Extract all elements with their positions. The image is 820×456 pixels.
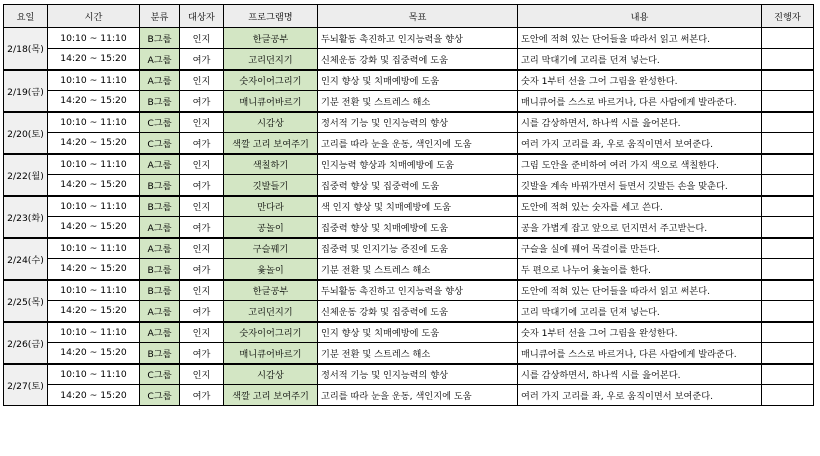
session-target: 인지	[180, 154, 224, 175]
session-program: 숫자이어그리기	[224, 70, 318, 91]
session-target: 여가	[180, 301, 224, 322]
session-group: B그룹	[140, 175, 180, 196]
table-row	[4, 343, 814, 364]
header-day: 요일	[4, 5, 48, 28]
session-time: 10:10 ~ 11:10	[48, 112, 140, 133]
session-program: 만다라	[224, 196, 318, 217]
session-goal: 기분 전환 및 스트레스 해소	[318, 343, 518, 364]
session-leader	[762, 133, 814, 154]
session-group: A그룹	[140, 49, 180, 70]
session-group: B그룹	[140, 196, 180, 217]
day-cell: 2/24(수)	[4, 238, 48, 280]
session-goal: 인지 향상 및 치매예방에 도움	[318, 322, 518, 343]
session-program: 매니큐어바르기	[224, 91, 318, 112]
session-leader	[762, 301, 814, 322]
session-leader	[762, 154, 814, 175]
table-row	[4, 133, 814, 154]
session-program: 색칠하기	[224, 154, 318, 175]
session-goal: 고리를 따라 눈을 운동, 색인지에 도움	[318, 133, 518, 154]
session-goal: 고리를 따라 눈을 운동, 색인지에 도움	[318, 385, 518, 406]
session-group: C그룹	[140, 133, 180, 154]
session-leader	[762, 364, 814, 385]
session-leader	[762, 175, 814, 196]
session-time: 10:10 ~ 11:10	[48, 154, 140, 175]
session-leader	[762, 112, 814, 133]
table-row	[4, 301, 814, 322]
session-program: 숫자이어그리기	[224, 322, 318, 343]
session-target: 여가	[180, 91, 224, 112]
header-group: 분류	[140, 5, 180, 28]
session-group: A그룹	[140, 154, 180, 175]
session-goal: 인지 향상 및 치매예방에 도움	[318, 70, 518, 91]
table-row	[4, 70, 814, 91]
session-time: 10:10 ~ 11:10	[48, 322, 140, 343]
session-content: 매니큐어를 스스로 바르거나, 다른 사람에게 발라준다.	[518, 91, 762, 112]
session-target: 인지	[180, 364, 224, 385]
session-group: A그룹	[140, 301, 180, 322]
session-goal: 집중력 및 인지기능 증진에 도움	[318, 238, 518, 259]
session-content: 매니큐어를 스스로 바르거나, 다른 사람에게 발라준다.	[518, 343, 762, 364]
table-row	[4, 217, 814, 238]
session-group: A그룹	[140, 322, 180, 343]
session-time: 14:20 ~ 15:20	[48, 91, 140, 112]
table-row	[4, 322, 814, 343]
session-goal: 색 인지 향상 및 치매예방에 도움	[318, 196, 518, 217]
table-row	[4, 280, 814, 301]
header-program: 프로그램명	[224, 5, 318, 28]
session-content: 숫자 1부터 선을 그어 그림을 완성한다.	[518, 322, 762, 343]
table-row	[4, 112, 814, 133]
session-group: C그룹	[140, 112, 180, 133]
session-program: 고리던지기	[224, 49, 318, 70]
session-time: 10:10 ~ 11:10	[48, 28, 140, 49]
session-content: 여러 가지 고리를 좌, 우로 움직이면서 보여준다.	[518, 385, 762, 406]
table-row	[4, 259, 814, 280]
session-program: 깃발들기	[224, 175, 318, 196]
session-leader	[762, 238, 814, 259]
session-program: 시감상	[224, 112, 318, 133]
session-target: 인지	[180, 112, 224, 133]
session-group: A그룹	[140, 217, 180, 238]
session-time: 10:10 ~ 11:10	[48, 70, 140, 91]
session-program: 색깔 고리 보여주기	[224, 133, 318, 154]
session-group: B그룹	[140, 343, 180, 364]
header-leader: 진행자	[762, 5, 814, 28]
session-target: 여가	[180, 385, 224, 406]
session-target: 여가	[180, 175, 224, 196]
session-program: 구슬꿰기	[224, 238, 318, 259]
session-content: 고리 막대기에 고리를 던져 넣는다.	[518, 301, 762, 322]
day-cell: 2/20(토)	[4, 112, 48, 154]
session-goal: 기분 전환 및 스트레스 해소	[318, 91, 518, 112]
session-target: 여가	[180, 259, 224, 280]
session-time: 10:10 ~ 11:10	[48, 280, 140, 301]
session-goal: 인지능력 향상과 치매예방에 도움	[318, 154, 518, 175]
session-leader	[762, 322, 814, 343]
session-content: 시를 감상하면서, 하나씩 시를 읊어본다.	[518, 364, 762, 385]
session-target: 인지	[180, 196, 224, 217]
session-time: 10:10 ~ 11:10	[48, 364, 140, 385]
header-time: 시간	[48, 5, 140, 28]
session-content: 공을 가볍게 잡고 앞으로 던지면서 주고받는다.	[518, 217, 762, 238]
session-target: 인지	[180, 28, 224, 49]
session-content: 시를 감상하면서, 하나씩 시를 읊어본다.	[518, 112, 762, 133]
session-content: 그림 도안을 준비하여 여러 가지 색으로 색칠한다.	[518, 154, 762, 175]
session-content: 두 편으로 나누어 윷놀이를 한다.	[518, 259, 762, 280]
session-program: 공놀이	[224, 217, 318, 238]
session-target: 인지	[180, 238, 224, 259]
session-time: 14:20 ~ 15:20	[48, 385, 140, 406]
session-target: 인지	[180, 70, 224, 91]
table-row	[4, 385, 814, 406]
session-leader	[762, 259, 814, 280]
session-goal: 신체운동 강화 및 집중력에 도움	[318, 301, 518, 322]
session-program: 고리던지기	[224, 301, 318, 322]
day-cell: 2/27(토)	[4, 364, 48, 406]
session-program: 시감상	[224, 364, 318, 385]
day-cell: 2/25(목)	[4, 280, 48, 322]
session-time: 10:10 ~ 11:10	[48, 238, 140, 259]
session-goal: 신체운동 강화 및 집중력에 도움	[318, 49, 518, 70]
session-goal: 두뇌활동 촉진하고 인지능력을 향상	[318, 28, 518, 49]
day-cell: 2/18(목)	[4, 28, 48, 70]
session-content: 고리 막대기에 고리를 던져 넣는다.	[518, 49, 762, 70]
session-time: 14:20 ~ 15:20	[48, 175, 140, 196]
table-row	[4, 154, 814, 175]
session-target: 여가	[180, 343, 224, 364]
session-program: 한글공부	[224, 28, 318, 49]
header-goal: 목표	[318, 5, 518, 28]
session-time: 14:20 ~ 15:20	[48, 217, 140, 238]
session-content: 숫자 1부터 선을 그어 그림을 완성한다.	[518, 70, 762, 91]
session-group: C그룹	[140, 385, 180, 406]
session-target: 여가	[180, 49, 224, 70]
session-target: 인지	[180, 280, 224, 301]
table-row	[4, 175, 814, 196]
day-cell: 2/23(화)	[4, 196, 48, 238]
session-leader	[762, 280, 814, 301]
session-leader	[762, 70, 814, 91]
session-target: 여가	[180, 217, 224, 238]
table-row	[4, 28, 814, 49]
session-group: A그룹	[140, 238, 180, 259]
session-goal: 기분 전환 및 스트레스 해소	[318, 259, 518, 280]
header-content: 내용	[518, 5, 762, 28]
schedule-body	[4, 28, 814, 406]
session-time: 14:20 ~ 15:20	[48, 133, 140, 154]
table-row	[4, 91, 814, 112]
session-leader	[762, 91, 814, 112]
table-row	[4, 364, 814, 385]
session-group: B그룹	[140, 28, 180, 49]
session-program: 한글공부	[224, 280, 318, 301]
session-time: 10:10 ~ 11:10	[48, 196, 140, 217]
session-leader	[762, 49, 814, 70]
session-content: 도안에 적혀 있는 숫자를 세고 쓴다.	[518, 196, 762, 217]
session-leader	[762, 217, 814, 238]
session-leader	[762, 28, 814, 49]
session-group: A그룹	[140, 70, 180, 91]
session-content: 도안에 적혀 있는 단어들을 따라서 읽고 써본다.	[518, 28, 762, 49]
session-content: 깃발을 계속 바꿔가면서 들면서 깃발든 손을 맞춘다.	[518, 175, 762, 196]
session-leader	[762, 196, 814, 217]
session-program: 매니큐어바르기	[224, 343, 318, 364]
header-target: 대상자	[180, 5, 224, 28]
session-time: 14:20 ~ 15:20	[48, 259, 140, 280]
session-content: 구슬을 실에 꿰어 목걸이를 만든다.	[518, 238, 762, 259]
day-cell: 2/19(금)	[4, 70, 48, 112]
day-cell: 2/22(월)	[4, 154, 48, 196]
session-leader	[762, 385, 814, 406]
session-program: 윷놀이	[224, 259, 318, 280]
session-content: 도안에 적혀 있는 단어들을 따라서 읽고 써본다.	[518, 280, 762, 301]
session-program: 색깔 고리 보여주기	[224, 385, 318, 406]
table-row	[4, 49, 814, 70]
table-row	[4, 238, 814, 259]
session-target: 여가	[180, 133, 224, 154]
session-group: B그룹	[140, 91, 180, 112]
session-time: 14:20 ~ 15:20	[48, 301, 140, 322]
program-schedule-table	[3, 4, 814, 406]
table-row	[4, 196, 814, 217]
schedule-sheet	[3, 4, 814, 406]
session-group: C그룹	[140, 364, 180, 385]
session-group: B그룹	[140, 280, 180, 301]
header-row	[4, 5, 814, 28]
session-time: 14:20 ~ 15:20	[48, 49, 140, 70]
day-cell: 2/26(금)	[4, 322, 48, 364]
session-target: 인지	[180, 322, 224, 343]
session-leader	[762, 343, 814, 364]
session-goal: 두뇌활동 촉진하고 인지능력을 향상	[318, 280, 518, 301]
session-goal: 집중력 향상 및 집중력에 도움	[318, 175, 518, 196]
session-group: B그룹	[140, 259, 180, 280]
session-goal: 정서적 기능 및 인지능력의 향상	[318, 364, 518, 385]
session-goal: 집중력 향상 및 치매예방에 도움	[318, 217, 518, 238]
session-time: 14:20 ~ 15:20	[48, 343, 140, 364]
session-content: 여러 가지 고리를 좌, 우로 움직이면서 보여준다.	[518, 133, 762, 154]
session-goal: 정서적 기능 및 인지능력의 향상	[318, 112, 518, 133]
